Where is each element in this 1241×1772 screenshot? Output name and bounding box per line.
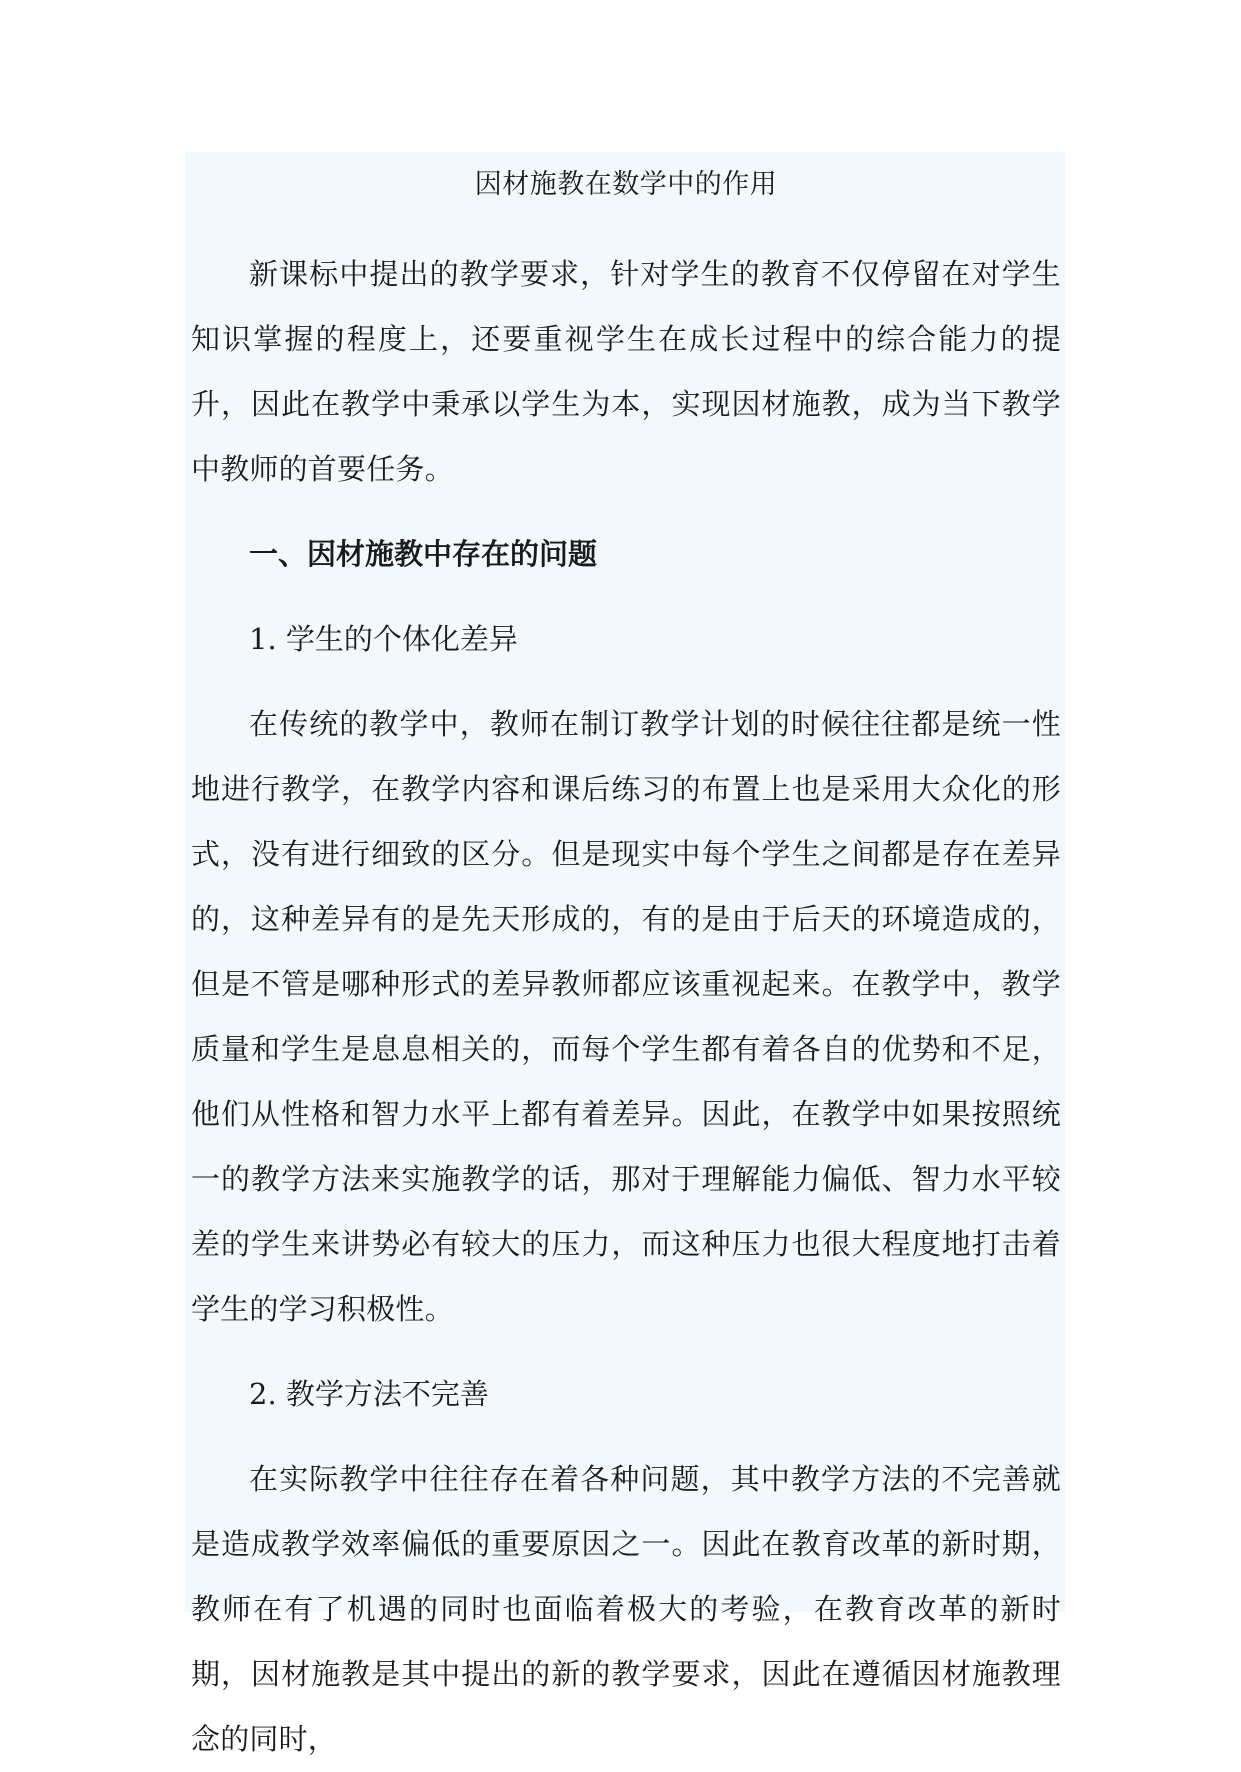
paragraph-teaching-methods: 在实际教学中往往存在着各种问题，其中教学方法的不完善就是造成教学效率偏低的重要原因之一。因此在教育改革的新时期，教师在有了机遇的同时也面临着极大的考验，在教育改革的新时期，因材施教是其中提出的新的教学要求，因此在遵循因材施教理念的同时，	[191, 1462, 1061, 1756]
subheading-individual-differences: 1. 学生的个体化差异	[249, 622, 518, 656]
subheading-teaching-methods: 2. 教学方法不完善	[249, 1377, 489, 1411]
intro-paragraph: 新课标中提出的教学要求，针对学生的教育不仅停留在对学生知识掌握的程度上，还要重视学生在成长过程中的综合能力的提升，因此在教学中秉承以学生为本，实现因材施教，成为当下教学中教师的首要任务。	[191, 257, 1061, 486]
document-title: 因材施教在数学中的作用	[474, 169, 778, 200]
section-heading-problems: 一、因材施教中存在的问题	[249, 537, 598, 571]
paragraph-individual-differences: 在传统的教学中，教师在制订教学计划的时候往往都是统一性地进行教学，在教学内容和课后练习的布置上也是采用大众化的形式，没有进行细致的区分。但是现实中每个学生之间都是存在差异的，这种差异有的是先天形成的，有的是由于后天的环境造成的，但是不管是哪种形式的差异教师都应该重视起来。在教学中，教学质量和学生是息息相关的，而每个学生都有着各自的优势和不足，他们从性格和智力水平上都有着差异。因此，在教学中如果按照统一的教学方法来实施教学的话，那对于理解能力偏低、智力水平较差的学生来讲势必有较大的压力，而这种压力也很大程度地打击着学生的学习积极性。	[191, 707, 1061, 1326]
document-page	[185, 152, 1065, 1756]
